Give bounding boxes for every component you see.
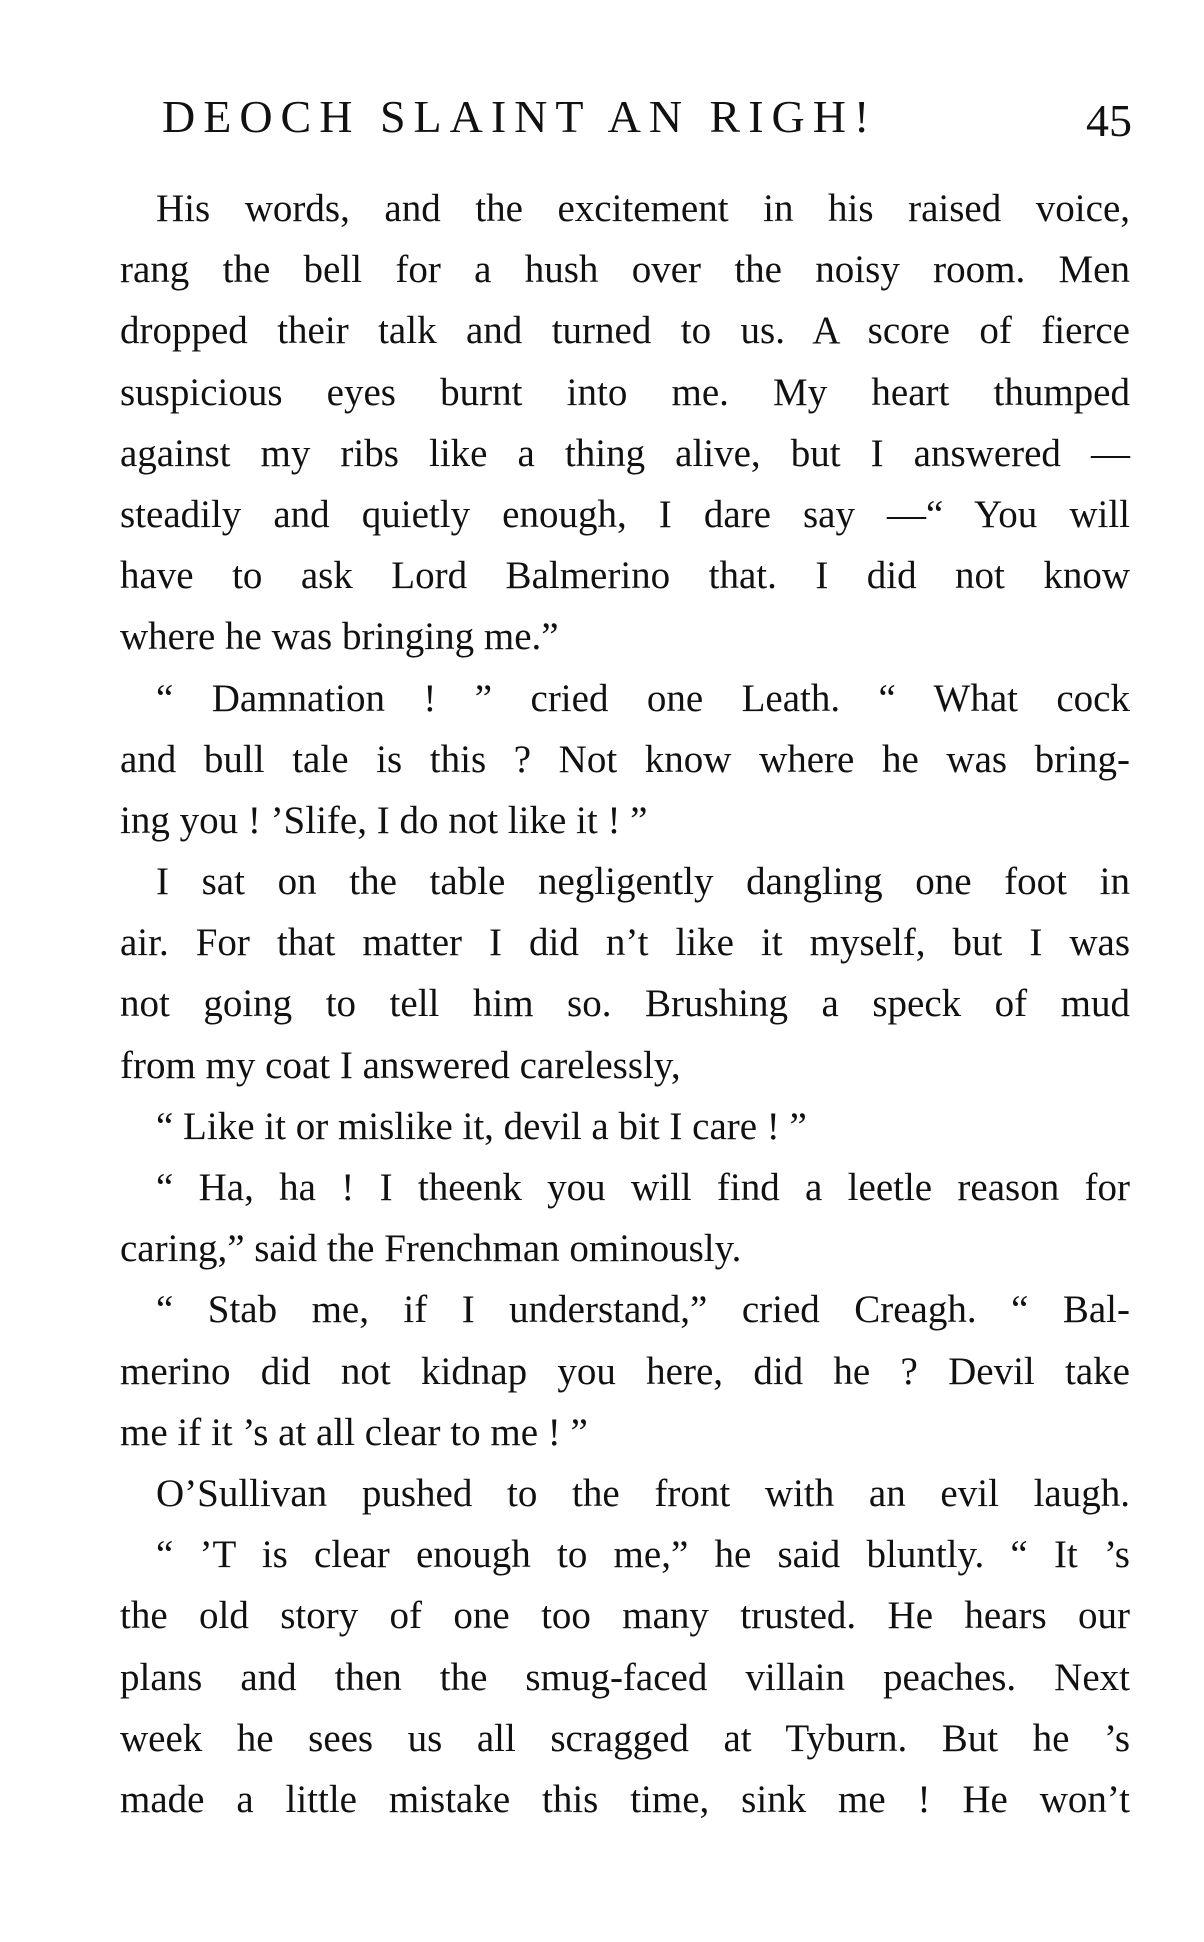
text-line: suspicious eyes burnt into me. My heart thumped	[120, 370, 1130, 414]
text-line: I sat on the table negligently dangling one foot in	[156, 860, 1130, 904]
text-line: made a little mistake this time, sink me ! He won’t	[120, 1777, 1130, 1821]
running-title: DEOCH SLAINT AN RIGH!	[162, 91, 878, 142]
text-line: from my coat I answered carelessly,	[120, 1043, 681, 1087]
text-line: air. For that matter I did n’t like it myself, but I was	[120, 921, 1130, 965]
page-number: 45	[1086, 95, 1132, 146]
text-line: caring,” said the Frenchman ominously.	[120, 1227, 742, 1271]
text-line: have to ask Lord Balmerino that. I did not know	[120, 554, 1130, 598]
text-line: the old story of one too many trusted. He hears our	[120, 1594, 1130, 1638]
book-page	[120, 80, 1132, 1821]
text-line: His words, and the excitement in his raised voice,	[156, 187, 1130, 230]
text-line: O’Sullivan pushed to the front with an evil laugh.	[156, 1471, 1130, 1515]
text-line: and bull tale is this ? Not know where he was bring-	[120, 737, 1130, 781]
text-line: ing you ! ’Slife, I do not like it ! ”	[120, 798, 648, 842]
text-line: “ Ha, ha ! I theenk you will find a leetle reason for	[156, 1166, 1130, 1209]
text-line: not going to tell him so. Brushing a speck of mud	[120, 982, 1130, 1026]
text-line: steadily and quietly enough, I dare say —“ You will	[120, 492, 1130, 536]
text-line: where he was bringing me.”	[120, 615, 559, 659]
text-line: merino did not kidnap you here, did he ? Devil take	[120, 1349, 1130, 1393]
text-line: “ Like it or mislike it, devil a bit I care ! ”	[156, 1104, 807, 1148]
text-line: “ Damnation ! ” cried one Leath. “ What cock	[156, 676, 1130, 720]
text-line: “ Stab me, if I understand,” cried Creagh. “ Bal-	[156, 1288, 1130, 1332]
page-header	[120, 80, 1130, 160]
text-line: me if it ’s at all clear to me ! ”	[120, 1410, 588, 1454]
text-line: rang the bell for a hush over the noisy room. Men	[120, 248, 1130, 292]
text-line: “ ’T is clear enough to me,” he said bluntly. “ It ’s	[156, 1533, 1130, 1577]
body-text	[120, 178, 1130, 1830]
text-line: plans and then the smug-faced villain peaches. Next	[120, 1655, 1130, 1699]
text-line: week he sees us all scragged at Tyburn. But he ’s	[120, 1716, 1130, 1760]
text-line: dropped their talk and turned to us. A score of fierce	[120, 309, 1130, 353]
text-line: against my ribs like a thing alive, but I answered —	[120, 431, 1130, 475]
